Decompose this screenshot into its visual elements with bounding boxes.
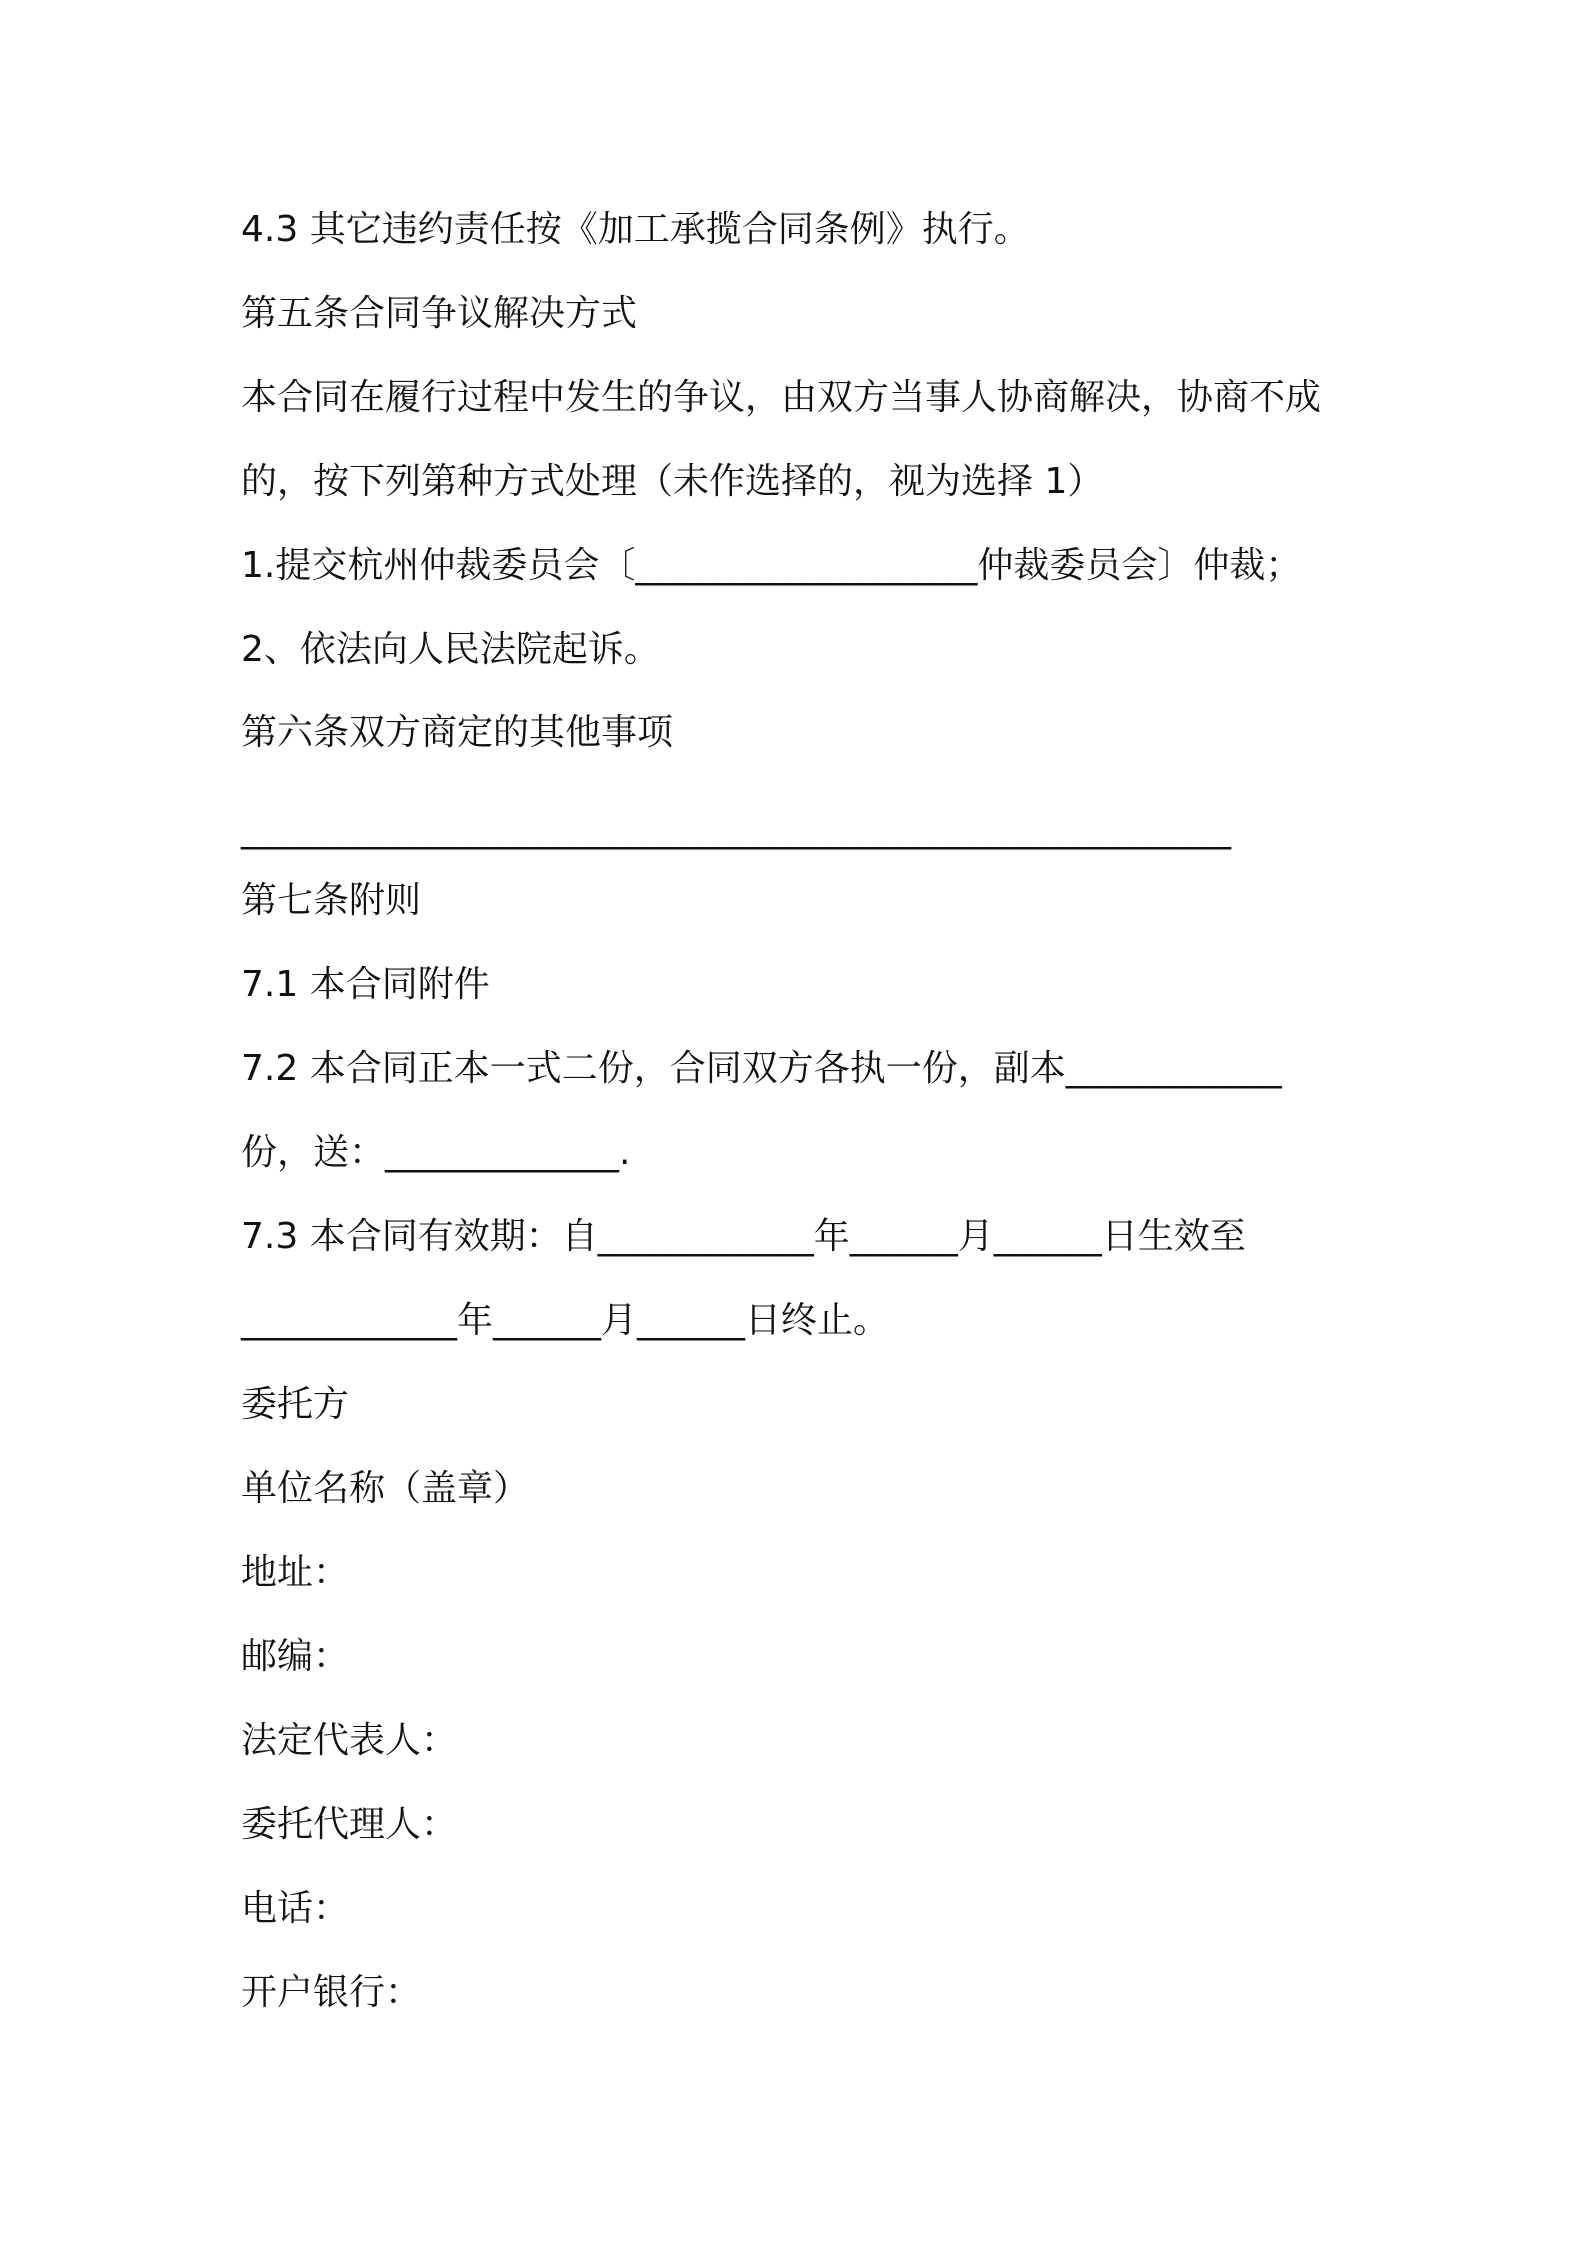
bank-field: 开户银行：: [241, 1972, 422, 2013]
article-6-blank-line: _______________________________________________________: [241, 809, 1231, 850]
article-7-heading: 第七条附则: [241, 880, 422, 921]
clause-7-2-line-2: 份，送：_____________.: [241, 1132, 631, 1173]
phone-field: 电话：: [241, 1888, 350, 1929]
address-field: 地址：: [241, 1552, 350, 1593]
article-5-paragraph-line-2: 的，按下列第种方式处理（未作选择的，视为选择 1）: [241, 461, 1104, 502]
clause-7-3-line-1: 7.3 本合同有效期：自____________年______月______日生效至: [241, 1216, 1246, 1257]
authorized-agent-field: 委托代理人：: [241, 1804, 458, 1845]
postal-code-field: 邮编：: [241, 1636, 350, 1677]
clause-4-3: 4.3 其它违约责任按《加工承揽合同条例》执行。: [241, 209, 1030, 250]
clause-7-2-line-1: 7.2 本合同正本一式二份，合同双方各执一份，副本____________: [241, 1048, 1282, 1089]
article-5-heading: 第五条合同争议解决方式: [241, 293, 638, 334]
dispute-option-1: 1.提交杭州仲裁委员会〔___________________仲裁委员会〕仲裁；: [241, 545, 1302, 586]
legal-representative-field: 法定代表人：: [241, 1720, 458, 1761]
article-6-heading: 第六条双方商定的其他事项: [241, 712, 674, 753]
clause-7-3-line-2: ____________年______月______日终止。: [241, 1300, 890, 1341]
client-heading: 委托方: [241, 1384, 350, 1425]
clause-7-1: 7.1 本合同附件: [241, 964, 490, 1005]
article-5-paragraph-line-1: 本合同在履行过程中发生的争议，由双方当事人协商解决，协商不成: [241, 377, 1322, 418]
dispute-option-2: 2、依法向人民法院起诉。: [241, 629, 660, 670]
company-name-field: 单位名称（盖章）: [241, 1468, 530, 1509]
